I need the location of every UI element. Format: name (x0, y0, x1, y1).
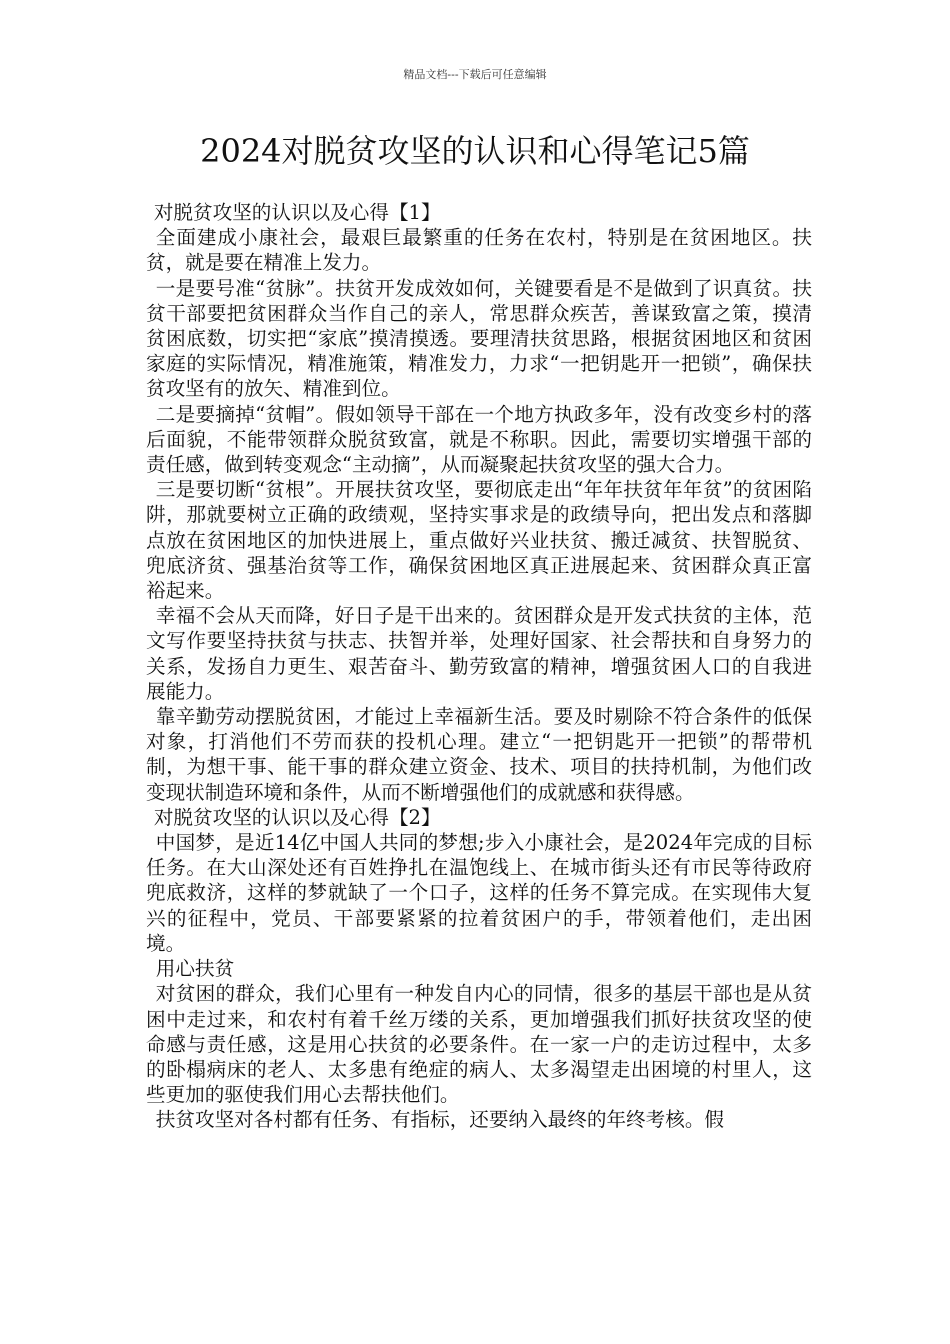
paragraph: 靠辛勤劳动摆脱贫困，才能过上幸福新生活。要及时剔除不符合条件的低保对象，打消他们不劳而获的投机心理。建立“一把钥匙开一把锁”的帮带机制，为想干事、能干事的群众建立资金、技术、项目的扶持机制，为他们改变现状制造环境和条件，从而不断增强他们的成就感和获得感。 (146, 705, 812, 804)
document-body (146, 200, 812, 1133)
paragraph: 全面建成小康社会，最艰巨最繁重的任务在农村，特别是在贫困地区。扶贫，就是要在精准上发力。 (146, 226, 812, 275)
paragraph: 扶贫攻坚对各村都有任务、有指标，还要纳入最终的年终考核。假 (155, 1108, 725, 1132)
document-title: 2024对脱贫攻坚的认识和心得笔记5篇 (200, 132, 750, 170)
paragraph: 对贫困的群众，我们心里有一种发自内心的同情，很多的基层干部也是从贫困中走过来，和农村有着千丝万缕的关系，更加增强我们抓好扶贫攻坚的使命感与责任感，这是用心扶贫的必要条件。在一家一户的走访过程中，太多的卧榻病床的老人、太多患有绝症的病人、太多渴望走出困境的村里人，这些更加的驱使我们用心去帮扶他们。 (146, 982, 812, 1107)
paragraph: 幸福不会从天而降，好日子是干出来的。贫困群众是开发式扶贫的主体，范文写作要坚持扶贫与扶志、扶智并举，处理好国家、社会帮扶和自身努力的关系，发扬自力更生、艰苦奋斗、勤劳致富的精神，增强贫困人口的自我进展能力。 (146, 604, 812, 703)
paragraph: 二是要摘掉“贫帽”。假如领导干部在一个地方执政多年，没有改变乡村的落后面貌，不能带领群众脱贫致富，就是不称职。因此，需要切实增强干部的责任感，做到转变观念“主动摘”，从而凝聚起扶贫攻坚的强大合力。 (146, 402, 812, 477)
page-header-note: 精品文档---下载后可任意编辑 (403, 68, 547, 81)
paragraph: 中国梦，是近14亿中国人共同的梦想;步入小康社会，是2024年完成的目标任务。在大山深处还有百姓挣扎在温饱线上、在城市街头还有市民等待政府兜底救济，这样的梦就缺了一个口子，这样的任务不算完成。在实现伟大复兴的征程中，党员、干部要紧紧的拉着贫困户的手，带领着他们，走出困境。 (146, 831, 812, 955)
section-heading-1: 对脱贫攻坚的认识以及心得【1】 (153, 201, 441, 224)
section-heading-2: 对脱贫攻坚的认识以及心得【2】 (153, 805, 441, 829)
subheading: 用心扶贫 (155, 957, 235, 981)
paragraph: 一是要号准“贫脉”。扶贫开发成效如何，关键要看是不是做到了识真贫。扶贫干部要把贫困群众当作自己的亲人，常思群众疾苦，善谋致富之策，摸清贫困底数，切实把“家底”摸清摸透。要理清扶贫思路，根据贫困地区和贫困家庭的实际情况，精准施策，精准发力，力求“一把钥匙开一把锁”，确保扶贫攻坚有的放矢、精准到位。 (146, 276, 812, 401)
paragraph: 三是要切断“贫根”。开展扶贫攻坚，要彻底走出“年年扶贫年年贫”的贫困陷阱，那就要树立正确的政绩观，坚持实事求是的政绩导向，把出发点和落脚点放在贫困地区的加快进展上，重点做好兴业扶贫、搬迁减贫、扶智脱贫、兜底济贫、强基治贫等工作，确保贫困地区真正进展起来、贫困群众真正富裕起来。 (146, 478, 812, 603)
